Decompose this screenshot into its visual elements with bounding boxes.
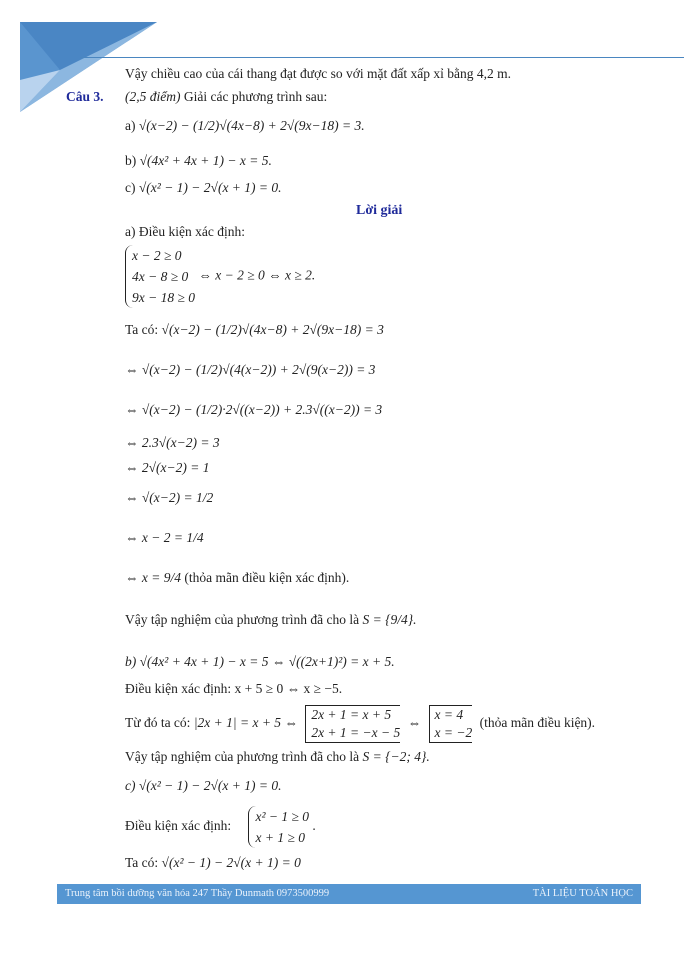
part-a-step-7: ⇔ x = 9/4 (thỏa mãn điều kiện xác định).: [125, 570, 350, 585]
question-text: Giải các phương trình sau:: [183, 89, 328, 104]
part-a-step-1: ⇔ √(x−2) − (1/2)√(4(x−2)) + 2√(9(x−2)) = 3: [125, 362, 376, 377]
equation-c: √(x² − 1) − 2√(x + 1) = 0.: [138, 180, 282, 195]
part-b-condition: Điều kiện xác định: x + 5 ≥ 0 ⇔ x ≥ −5.: [125, 681, 343, 696]
equation-b: √(4x² + 4x + 1) − x = 5.: [139, 153, 272, 168]
question-points: (2,5 điểm): [125, 89, 181, 104]
part-a-step-3: ⇔ 2.3√(x−2) = 3: [125, 435, 220, 450]
footer-right-text: TÀI LIỆU TOÁN HỌC: [532, 888, 633, 899]
part-b-conclusion: Vậy tập nghiệm của phương trình đã cho là S = {−2; 4}.: [125, 749, 430, 764]
part-a-conclusion: Vậy tập nghiệm của phương trình đã cho là S = {9/4}.: [125, 612, 417, 627]
part-c-line1: c) √(x² − 1) − 2√(x + 1) = 0.: [125, 778, 282, 793]
header-rule: [80, 57, 684, 58]
part-a-step-0: Ta có: √(x−2) − (1/2)√(4x−8) + 2√(9x−18) = 3: [125, 322, 384, 337]
part-a-solution-set: S = {9/4}.: [362, 612, 417, 627]
question-label: Câu 3.: [66, 89, 104, 104]
part-a-system: x − 2 ≥ 0 4x − 8 ≥ 0 9x − 18 ≥ 0 ⇔ x − 2 ≥ 0 ⇔ x ≥ 2.: [125, 245, 315, 308]
part-c-step1: Ta có: √(x² − 1) − 2√(x + 1) = 0: [125, 855, 301, 870]
question-item-c: c) √(x² − 1) − 2√(x + 1) = 0.: [125, 180, 282, 195]
part-c-condition: Điều kiện xác định: x² − 1 ≥ 0 x + 1 ≥ 0 .: [125, 806, 316, 848]
part-b-solution-set: S = {−2; 4}.: [362, 749, 430, 764]
part-b-cases: Từ đó ta có: |2x + 1| = x + 5 ⇔ 2x + 1 = x + 5 2x + 1 = −x − 5 ⇔ x = 4 x = −2 (thỏa mãn điều kiện).: [125, 705, 595, 743]
part-a-step-5: ⇔ √(x−2) = 1/2: [125, 490, 214, 505]
footer-left-text: Trung tâm bồi dưỡng văn hóa 247 Thầy Dunmath 0973500999: [65, 888, 330, 899]
question-prompt: [125, 89, 327, 105]
part-a-condition-label: a) Điều kiện xác định:: [125, 224, 245, 239]
part-b-line1: b) √(4x² + 4x + 1) − x = 5 ⇔ √((2x+1)²) = x + 5.: [125, 654, 395, 669]
part-a-step-4: ⇔ 2√(x−2) = 1: [125, 460, 210, 475]
intro-line: Vậy chiều cao của cái thang đạt được so với mặt đất xấp xỉ bằng 4,2 m.: [125, 66, 511, 81]
solution-title: Lời giải: [356, 203, 403, 218]
question-item-a: a) √(x−2) − (1/2)√(4x−8) + 2√(9x−18) = 3.: [125, 118, 365, 133]
part-a-step-2: ⇔ √(x−2) − (1/2)·2√((x−2)) + 2.3√((x−2)) = 3: [125, 402, 383, 417]
part-a-step-6: ⇔ x − 2 = 1/4: [125, 530, 204, 545]
footer-bar: [57, 884, 641, 904]
question-item-b: b) √(4x² + 4x + 1) − x = 5.: [125, 153, 272, 168]
equation-a: √(x−2) − (1/2)√(4x−8) + 2√(9x−18) = 3.: [138, 118, 365, 133]
